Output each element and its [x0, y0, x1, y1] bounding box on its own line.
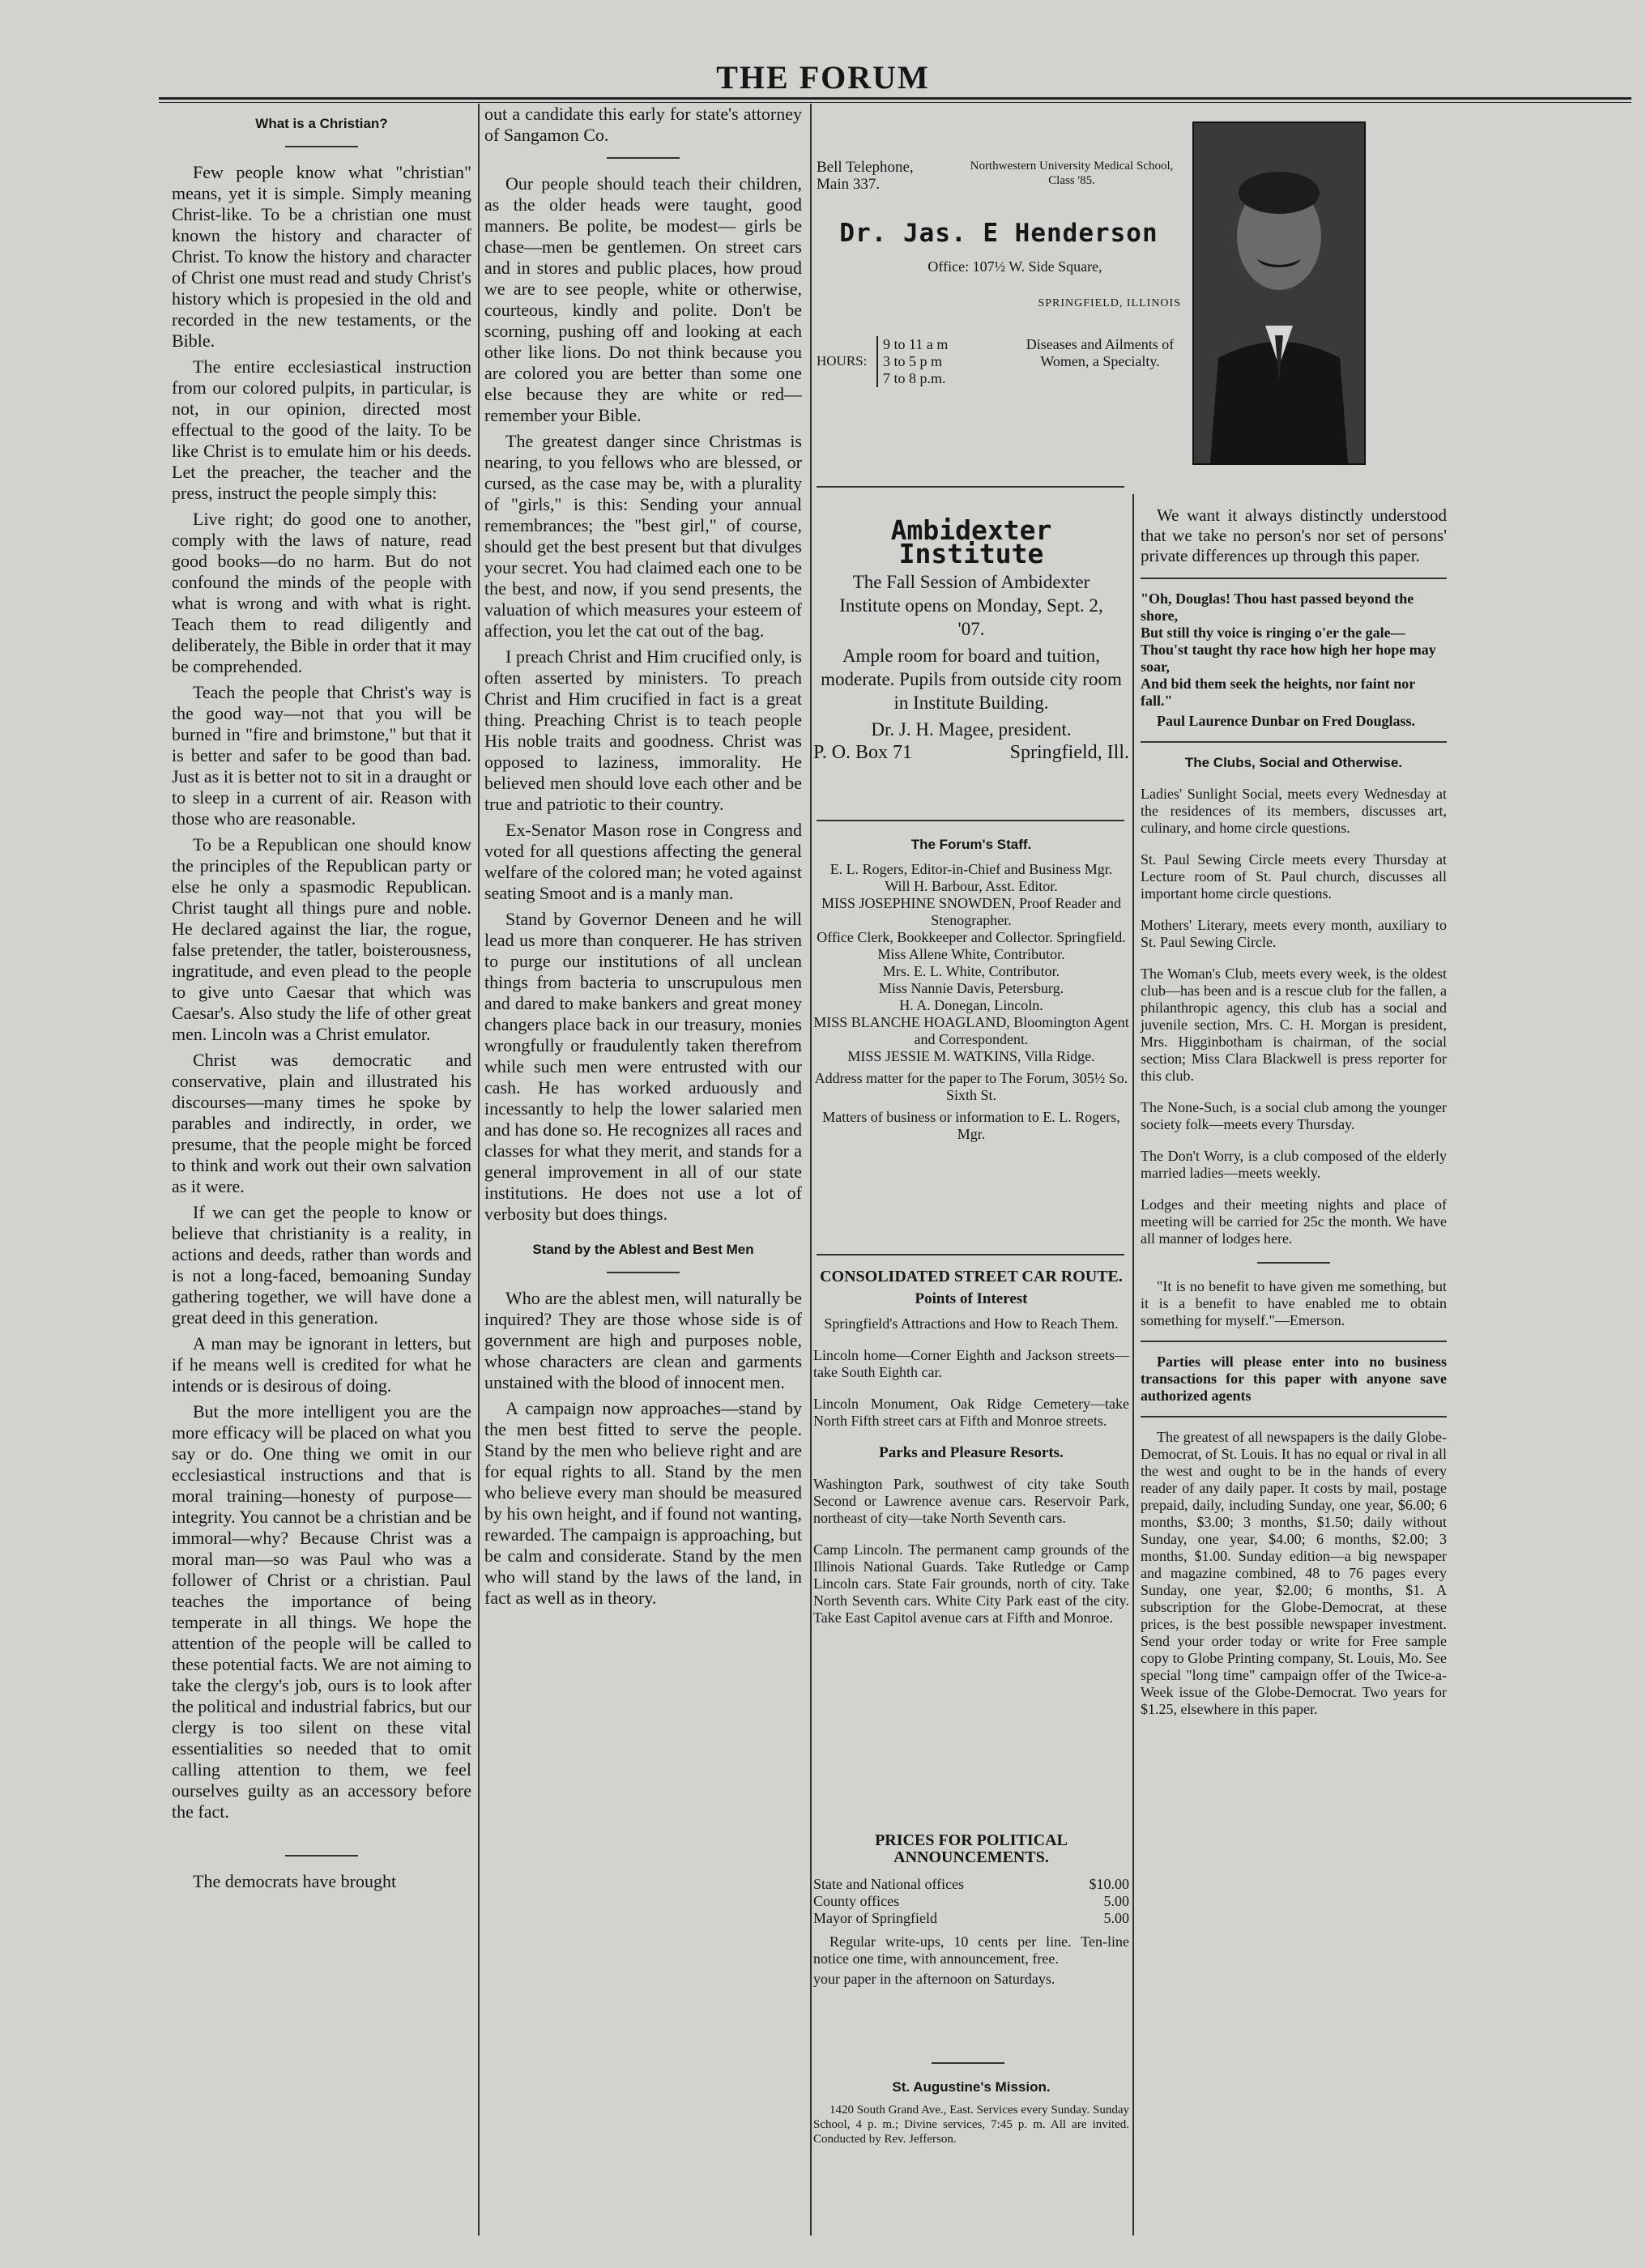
- staff-entry: MISS JESSIE M. WATKINS, Villa Ridge.: [847, 1048, 1095, 1064]
- separator: [607, 157, 680, 159]
- paragraph: To be a Republican one should know the principles of the Republican party or else he only a spasmodic Republican. Christ taught all things pure and noble. He declared against the liar, the rogue, false pretender, the tatler, boisterousness, ingratitude, and even plead to the people to give unto Caesar that which was Caesar's. Also study the life of other great men. Lincoln was a Christ emulator.: [172, 834, 471, 1044]
- institute-city: Springfield, Ill.: [1009, 742, 1129, 763]
- staff-entry: Miss Allene White, Contributor.: [877, 946, 1065, 962]
- paragraph: Few people know what "christian" means, yet it is simple. Simply meaning Christ-like. To be a christian one must known the history and character of Christ. To know the history and character of Christ one must read and study Christ's history which is propesied in the old and recorded in the new testaments, or the Bible.: [172, 162, 471, 351]
- editorial-body-2: [484, 1288, 802, 1609]
- park-item: Washington Park, southwest of city take South Second or Lawrence avenue cars. Reservoir Park, northeast of city—take North Seventh cars.: [813, 1476, 1129, 1526]
- continued-text: The democrats have brought: [193, 1871, 397, 1891]
- institute-title: Ambidexter Institute: [890, 514, 1052, 569]
- column-divider: [478, 104, 480, 2236]
- column-editorials: [484, 104, 802, 2236]
- separator: [1257, 1262, 1330, 1264]
- continued-text: out a candidate this early for state's attorney of Sangamon Co.: [484, 104, 802, 145]
- doctor-school: Northwestern University Medical School, Class '85.: [970, 160, 1174, 187]
- staff-business: Matters of business or information to E. L. Rogers, Mgr.: [822, 1109, 1120, 1142]
- globe-democrat-ad: The greatest of all newspapers is the daily Globe-Democrat, of St. Louis. It has no equal or rival in all the west and ought to be in the hands of every reader of any daily paper. It costs by mail, postage prepaid, daily, including Sunday, one year, $6.00; 6 months, $3.00; 3 months, $1.50; daily without Sunday, one year, $4.00; 6 months, $2.00; 3 months, $1.00. Sunday edition—a big newspaper and magazine combined, 48 to 76 pages every Sunday, one year, $2.00; 6 months, $1. A subscription for the Globe-Democrat, at these prices, is the best possible newspaper investment. Send your order today or write for Free sample copy to Globe Printing company, St. Louis, Mo. See special "long time" campaign offer of the Twice-a-Week issue of the Globe-Democrat. Two years for $1.25, elsewhere in this paper.: [1141, 1429, 1447, 1717]
- masthead-rule: [159, 97, 1631, 100]
- separator: [285, 1855, 358, 1857]
- article-title: What is a Christian?: [255, 116, 388, 131]
- institute-po-box: P. O. Box 71: [813, 742, 913, 763]
- poem-line: "Oh, Douglas! Thou hast passed beyond the shore,: [1141, 590, 1414, 624]
- club-item: The Don't Worry, is a club composed of the elderly married ladies—meets weekly.: [1141, 1148, 1447, 1181]
- paragraph: Who are the ablest men, will naturally be inquired? They are those whose side is of government are high and purposes noble, whose characters are clean and garments unstained with the blood of innocent men.: [484, 1288, 802, 1392]
- staff-entry: MISS BLANCHE HOAGLAND, Bloomington Agent and Correspondent.: [813, 1014, 1129, 1047]
- column-divider: [810, 104, 812, 2236]
- section-rule: [817, 1254, 1124, 1256]
- article-body: [172, 162, 471, 1823]
- staff-box: [813, 831, 1129, 1143]
- clubs-title: The Clubs, Social and Otherwise.: [1184, 755, 1403, 770]
- parks-title: Parks and Pleasure Resorts.: [879, 1444, 1064, 1461]
- club-item: The None-Such, is a social club among the younger society folk—meets every Thursday.: [1141, 1099, 1447, 1132]
- paragraph: A man may be ignorant in letters, but if he means well is credited for what he intends or is desirous of doing.: [172, 1333, 471, 1396]
- staff-list: [813, 861, 1129, 1065]
- park-item: Camp Lincoln. The permanent camp grounds of the Illinois National Guards. Take Rutledge or Camp Lincoln cars. State Fair grounds, north of city. Take North Seventh cars. White City Park east of the city. Take East Capitol avenue cars at Fifth and Monroe.: [813, 1541, 1129, 1626]
- paragraph: Ex-Senator Mason rose in Congress and voted for all questions affecting the general welfare of the colored man; he voted against seating Smoot and is a manly man.: [484, 820, 802, 903]
- section-rule: [1141, 1341, 1447, 1342]
- paragraph: I preach Christ and Him crucified only, is often asserted by ministers. To preach Christ and Him crucified in fact is a great thing. Preaching Christ is to teach people His noble traits and goodness. Christ was opposed to laziness, immorality. He believed men should love each other and be true and patriotic to their country.: [484, 646, 802, 814]
- doctor-header-row: [817, 159, 1181, 193]
- doctor-portrait: [1192, 122, 1366, 465]
- staff-address: Address matter for the paper to The Forum, 305½ So. Sixth St.: [814, 1070, 1128, 1103]
- paragraph: Teach the people that Christ's way is the good way—not that you will be burned in "fire and brimstone," but that it is better and safer to be good than bad. Just as it is better not to sit in a draught or to sleep in a current of air. Reason with those who are reasonable.: [172, 682, 471, 829]
- separator: [932, 2062, 1004, 2064]
- route-title: CONSOLIDATED STREET CAR ROUTE.: [820, 1268, 1123, 1285]
- parks-list: [813, 1476, 1129, 1626]
- paragraph: A campaign now approaches—stand by the men best fitted to serve the people. Stand by the men who believe right and are for equal rights to all. Stand by the men who believe every man should be measured by his own height, and if found not wanting, rewarded. The campaign is approaching, but be calm and considerate. Stand by the men who will stand by the laws of the land, in fact as well as in theory.: [484, 1398, 802, 1608]
- institute-advertisement: [813, 514, 1129, 765]
- staff-entry: Mrs. E. L. White, Contributor.: [882, 963, 1060, 979]
- poem-line: And bid them seek the heights, nor faint nor fall.": [1141, 676, 1415, 709]
- prices-title: PRICES FOR POLITICAL ANNOUNCEMENTS.: [875, 1831, 1068, 1866]
- institute-address: [813, 741, 1129, 765]
- masthead-rule-thin: [159, 102, 1631, 103]
- masthead: THE FORUM: [716, 59, 930, 96]
- section-rule: [817, 820, 1124, 821]
- price-value: 5.00: [1103, 1893, 1129, 1909]
- staff-entry: E. L. Rogers, Editor-in-Chief and Business Mgr.: [829, 861, 1113, 877]
- club-item: Mothers' Literary, meets every month, auxiliary to St. Paul Sewing Circle.: [1141, 917, 1447, 950]
- price-row: [813, 1910, 1129, 1927]
- price-row: [813, 1893, 1129, 1910]
- paragraph: Live right; do good one to another, comply with the laws of nature, read good books—do no harm. But do not confound the minds of the people with what is wrong and with what is right. Teach them to read diligently and deliberately, the Bible in order that it may be comprehended.: [172, 509, 471, 676]
- column-notices: [1141, 505, 1447, 1718]
- institute-president: Dr. J. H. Magee, president.: [871, 719, 1072, 740]
- doctor-office: Office: 107½ W. Side Square,: [927, 258, 1102, 275]
- staff-entry: Miss Nannie Davis, Petersburg.: [878, 980, 1064, 996]
- paragraph: But the more intelligent you are the more efficacy will be placed on what you say or do. One thing we omit in our ecclesiastical instructions and that is moral training—honesty of purpose—integrity. You cannot be a christian and be immoral—why? Because Christ was a moral man—so was Paul who was a follower of Christ or a christian. Paul teaches the importance of being temperate in all things. We hope the attention of the people will be called to these potential facts. We are not aiming to take the clergy's job, ours is to look after the political and industrial fabrics, but our clergy is too silent on these vital essentialities so needed that to omit calling attention to them, we feel ourselves guilty as an accessory before the fact.: [172, 1401, 471, 1822]
- institute-session: The Fall Session of Ambidexter Institute opens on Monday, Sept. 2, '07.: [839, 572, 1103, 639]
- doctor-advertisement: [817, 159, 1181, 450]
- column-what-is-christian: [172, 109, 471, 2236]
- hours-morning: 9 to 11 a m: [883, 336, 949, 352]
- hours-evening: 7 to 8 p.m.: [883, 370, 946, 386]
- price-row: [813, 1876, 1129, 1893]
- paragraph: Our people should teach their children, as the older heads were taught, good manners. Be polite, be modest— girls be chase—men be gentlemen. On street cars and in stores and public places, how proud we are to see people, white or otherwise, courteous, kindly and polite. Don't be scorning, pushing off and looking at each other like lions. Do not think because you are colored you are better than some one else because they are white or red—remember your Bible.: [484, 173, 802, 425]
- institute-terms: Ample room for board and tuition, moderate. Pupils from outside city room in Institute Building.: [821, 646, 1122, 713]
- club-item: St. Paul Sewing Circle meets every Thursday at Lecture room of St. Paul church, discusses all important home circle questions.: [1141, 851, 1447, 902]
- separator: [285, 146, 358, 147]
- price-value: 5.00: [1103, 1910, 1129, 1926]
- emerson-quote: "It is no benefit to have given me something, but it is a benefit to have enabled me to obtain something for myself."—Emerson.: [1141, 1278, 1447, 1328]
- doctor-city: SPRINGFIELD, ILLINOIS: [1038, 297, 1181, 309]
- section-heading: Stand by the Ablest and Best Men: [532, 1242, 754, 1257]
- section-rule: [1141, 741, 1447, 743]
- doctor-phone: Bell Telephone, Main 337.: [817, 159, 914, 193]
- price-label: County offices: [813, 1893, 900, 1909]
- clubs-list: [1141, 786, 1447, 1247]
- staff-entry: Office Clerk, Bookkeeper and Collector. Springfield.: [817, 929, 1126, 945]
- doctor-specialty: Diseases and Ailments of Women, a Specialty.: [1026, 336, 1175, 369]
- prices-note-2: your paper in the afternoon on Saturdays.: [813, 1971, 1055, 1987]
- section-rule: [1141, 578, 1447, 579]
- hours-label: HOURS:: [817, 353, 868, 369]
- editorial-body: [484, 173, 802, 1225]
- route-item: Lincoln home—Corner Eighth and Jackson streets—take South Eighth car.: [813, 1347, 1129, 1380]
- poem-credit: Paul Laurence Dunbar on Fred Douglass.: [1157, 713, 1416, 729]
- poem: [1141, 590, 1447, 710]
- paragraph: If we can get the people to know or believe that christianity is a reality, in actions and deeds, rather than words and is not a long-faced, bemoaning Sunday gathering together, we will have done a great deed in this generation.: [172, 1202, 471, 1328]
- separator: [607, 1272, 680, 1273]
- staff-entry: MISS JOSEPHINE SNOWDEN, Proof Reader and Stenographer.: [821, 895, 1121, 928]
- staff-title: The Forum's Staff.: [910, 837, 1032, 852]
- editorial-notice: We want it always distinctly understood that we take no person's nor set of persons' private differences up through this paper.: [1141, 505, 1447, 565]
- mission-text: 1420 South Grand Ave., East. Services every Sunday. Sunday School, 4 p. m.; Divine services, 7:45 p. m. All are invited. Conducted by Rev. Jefferson.: [813, 2104, 1129, 2146]
- price-label: Mayor of Springfield: [813, 1910, 937, 1926]
- section-rule: [817, 486, 1124, 488]
- prices-box: [813, 1827, 1129, 1988]
- doctor-hours-row: [817, 336, 1181, 387]
- agents-notice: Parties will please enter into no business transactions for this paper with anyone save authorized agents: [1141, 1354, 1447, 1404]
- paragraph: Stand by Governor Deneen and he will lead us more than conquerer. He has striven to purge our institutions of all unclean things from bacteria to unscrupulous men and dared to make bankers and great money changers place back in our treasury, monies wrongfully or fraudulently taken therefrom while such men were entrusted with our cash. He has worked arduously and incessantly to help the lower salaried men and has done so. He recognizes all races and classes for what they merit, and stands for a general improvement in all of our state institutions. He does not use a lot of verbosity but does things.: [484, 909, 802, 1224]
- club-item: The Woman's Club, meets every week, is the oldest club—has been and is a rescue club for the fallen, a philanthropic agency, this club has a social and juvenile section, Mrs. C. H. Morgan is president, Mrs. Higginbotham is chairman, of the social section; Miss Clara Blackwell is press reporter for this club.: [1141, 966, 1447, 1084]
- price-label: State and National offices: [813, 1876, 965, 1892]
- staff-entry: Will H. Barbour, Asst. Editor.: [885, 878, 1058, 894]
- section-rule: [1141, 1416, 1447, 1418]
- price-value: $10.00: [1089, 1876, 1129, 1892]
- mission-box: [813, 2075, 1129, 2146]
- doctor-name: Dr. Jas. E Henderson: [839, 219, 1158, 248]
- paragraph: The entire ecclesiastical instruction from our colored pulpits, in particular, is not, in our opinion, directed most effectual to the good of the laity. To be like Christ is to emulate him or his deeds. Let the preacher, the teacher and the press, instruct the people simply this:: [172, 356, 471, 503]
- route-list: [813, 1347, 1129, 1430]
- club-item: Ladies' Sunlight Social, meets every Wednesday at the residences of its members, discusses art, culinary, and home circle questions.: [1141, 786, 1447, 836]
- club-item: Lodges and their meeting nights and place of meeting will be carried for 25c the month. We have all manner of lodges here.: [1141, 1196, 1447, 1247]
- hours-list: [876, 336, 1004, 387]
- price-table: [813, 1876, 1129, 1927]
- column-divider: [1132, 494, 1134, 2236]
- route-item: Lincoln Monument, Oak Ridge Cemetery—take North Fifth street cars at Fifth and Monroe streets.: [813, 1396, 1129, 1429]
- staff-entry: H. A. Donegan, Lincoln.: [899, 997, 1043, 1013]
- route-subtitle: Points of Interest: [915, 1290, 1028, 1307]
- portrait-image: [1194, 123, 1364, 463]
- paragraph: The greatest danger since Christmas is nearing, to you fellows who are blessed, or cursed, as the case may be, with a plurality of "girls," is this: Sending your annual remembrances; the "best girl," of course, should get the best present but that divulges your secret. You had claimed each one to be the best, and now, if you send presents, the valuation of which measures your esteem of affection, you let the cat out of the bag.: [484, 431, 802, 641]
- poem-line: But still thy voice is ringing o'er the gale—: [1141, 625, 1405, 641]
- route-intro: Springfield's Attractions and How to Reach Them.: [824, 1315, 1119, 1332]
- hours-afternoon: 3 to 5 p m: [883, 353, 943, 369]
- prices-note: Regular write-ups, 10 cents per line. Ten-line notice one time, with announcement, free.: [813, 1933, 1129, 1967]
- poem-line: Thou'st taught thy race how high her hope may soar,: [1141, 642, 1436, 675]
- streetcar-route-box: [813, 1264, 1129, 1641]
- paragraph: Christ was democratic and conservative, plain and illustrated his discourses—many times he spoke by parables and indirectly, in order, we presume, that the people might be forced to think and work out their own salvation as it were.: [172, 1050, 471, 1196]
- mission-title: St. Augustine's Mission.: [892, 2079, 1051, 2095]
